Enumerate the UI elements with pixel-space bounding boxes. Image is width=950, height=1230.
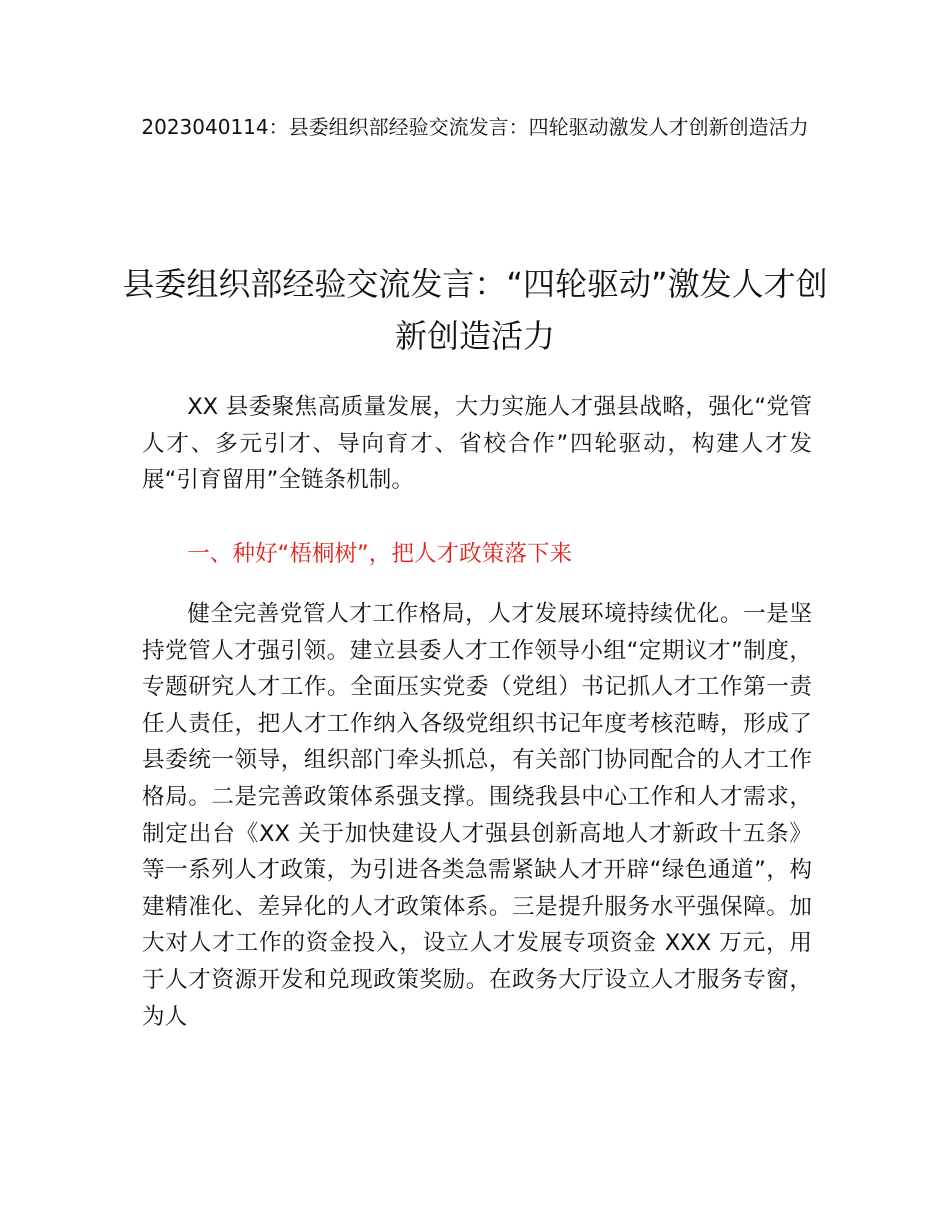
section-1-paragraph: 健全完善党管人才工作格局，人才发展环境持续优化。一是坚持党管人才强引领。建立县委人才工作领导小组“定期议才”制度，专题研究人才工作。全面压实党委（党组）书记抓人才工作第一责任人责任，把人才工作纳入各级党组织书记年度考核范畴，形成了县委统一领导，组织部门牵头抓总，有关部门协同配合的人才工作格局。二是完善政策体系强支撑。围绕我县中心工作和人才需求，制定出台《XX 关于加快建设人才强县创新高地人才新政十五条》等一系列人才政策，为引进各类急需紧缺人才开辟“绿色通道”，构建精准化、差异化的人才政策体系。三是提升服务水平强保障。加大对人才工作的资金投入，设立人才发展专项资金 XXX 万元，用于人才资源开发和兑现政策奖励。在政务大厅设立人才服务专窗，为人 (142, 601, 812, 1030)
intro-paragraph: XX 县委聚焦高质量发展，大力实施人才强县战略，强化“党管人才、多元引才、导向育才、省校合作”四轮驱动，构建人才发展“引育留用”全链条机制。 (142, 394, 812, 494)
document-header-title: 2023040114：县委组织部经验交流发言：四轮驱动激发人才创新创造活力 (141, 115, 809, 139)
document-main-title: 县委组织部经验交流发言：“四轮驱动”激发人才创新创造活力 (122, 265, 828, 355)
section-heading-1: 一、种好“梧桐树”，把人才政策落下来 (187, 541, 573, 567)
